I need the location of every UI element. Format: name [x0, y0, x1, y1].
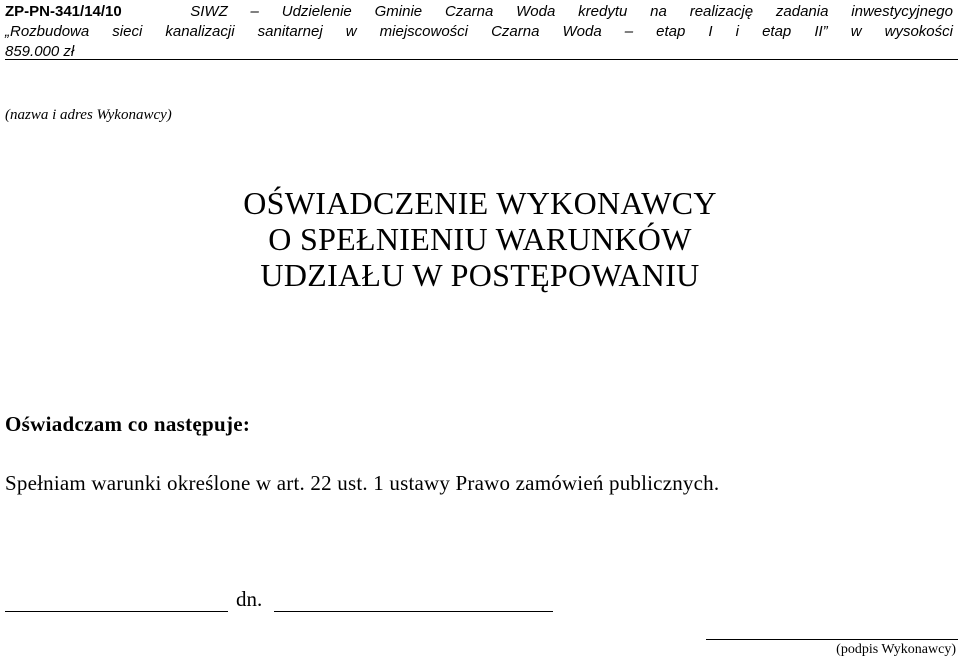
place-blank-line [5, 611, 228, 612]
header-subject: SIWZ – Udzielenie Gminie Czarna Woda kredytu na realizację zadania inwestycyjnego [190, 3, 953, 20]
contractor-name-label: (nazwa i adres Wykonawcy) [5, 107, 172, 123]
header-divider [5, 59, 958, 60]
date-label: dn. [236, 587, 263, 611]
header-line-1 [5, 2, 953, 22]
date-blank-line [274, 611, 553, 612]
signature-line [706, 639, 958, 640]
document-title [0, 185, 960, 293]
header-line-2: „Rozbudowa sieci kanalizacji sanitarnej w miejscowości Czarna Woda – etap I i etap II” w wysokości [5, 23, 953, 40]
document-header [5, 2, 953, 62]
title-line-2: O SPEŁNIENIU WARUNKÓW [268, 221, 692, 257]
signature-label: (podpis Wykonawcy) [836, 642, 956, 657]
title-line-1: OŚWIADCZENIE WYKONAWCY [243, 185, 717, 221]
declaration-statement: Spełniam warunki określone w art. 22 ust. 1 ustawy Prawo zamówień publicznych. [5, 471, 720, 495]
reference-number: ZP-PN-341/14/10 [5, 3, 122, 20]
title-line-3: UDZIAŁU W POSTĘPOWANIU [260, 257, 700, 293]
declaration-intro: Oświadczam co następuje: [5, 412, 251, 436]
header-line-3: 859.000 zł [5, 43, 75, 60]
